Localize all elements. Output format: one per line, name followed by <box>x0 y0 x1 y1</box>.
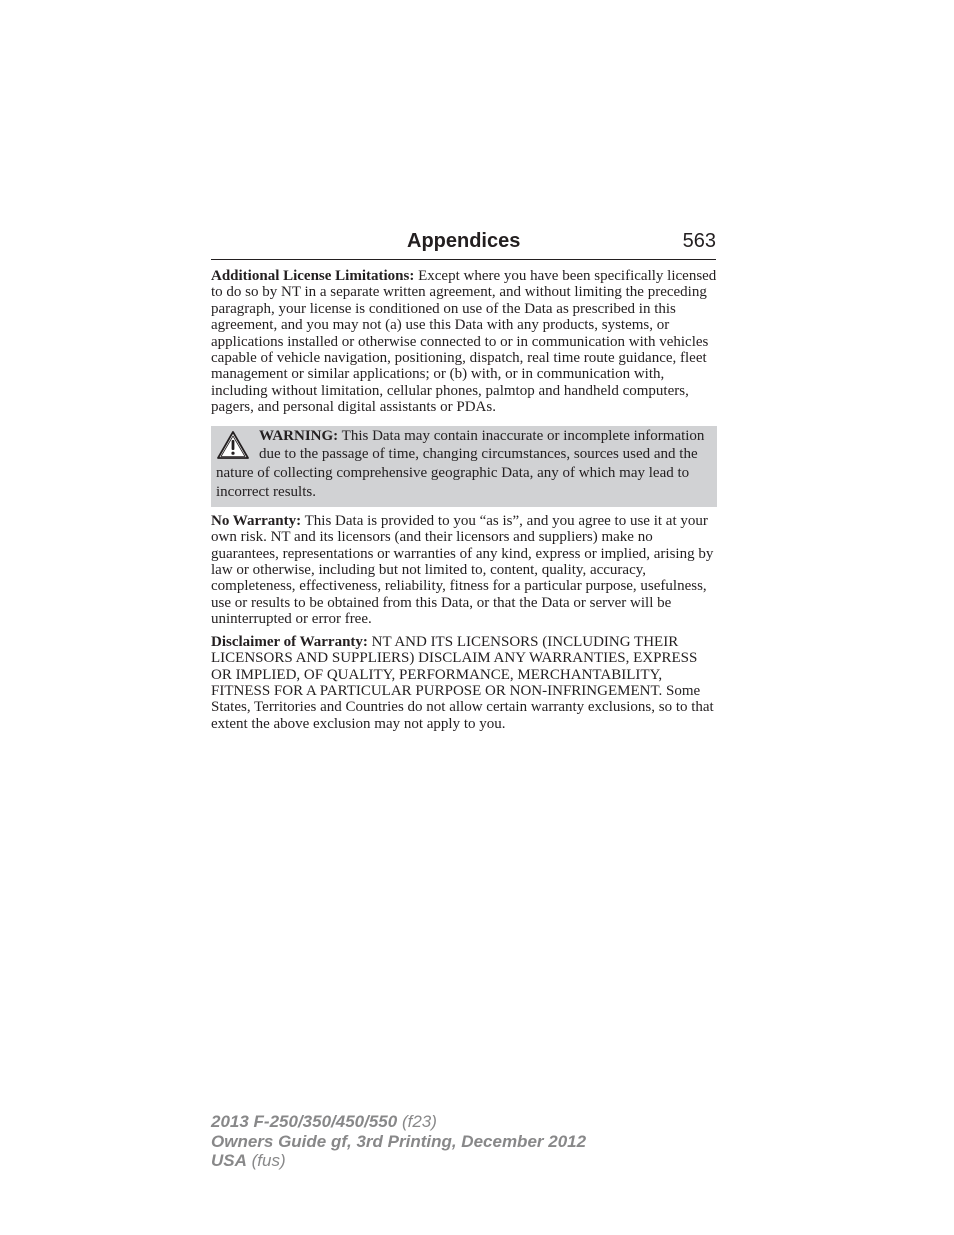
warning-box <box>211 426 717 507</box>
footer-region-code: (fus) <box>246 1151 286 1170</box>
disclaimer-heading: Disclaimer of Warranty: <box>211 633 368 650</box>
page-content <box>211 268 717 738</box>
warning-text: This Data may contain inaccurate or incomplete information due to the passage of time, changing circumstances, sources used and the nature of collecting comprehensive geographic Data, any of which may lead to incorrect results. <box>216 427 705 501</box>
footer-model-code: (f23) <box>397 1112 437 1131</box>
additional-license-heading: Additional License Limitations: <box>211 268 415 284</box>
warning-triangle-icon <box>216 430 250 460</box>
page-title: Appendices <box>407 230 521 252</box>
footer-line-1 <box>211 1112 586 1132</box>
page-header <box>211 229 716 260</box>
additional-license-text: Except where you have been specifically licensed to do so by NT in a separate written agreement, and without limiting the preceding paragraph, your license is conditioned on use of the Data as prescribed in this agreement, and you may not (a) use this Data with any products, systems, or applications installed or otherwise connected to or in communication with vehicles capable of vehicle navigation, positioning, dispatch, real time route guidance, fleet management or similar applications; or (b) with, or in communication with, including without limitation, cellular phones, palmtop and handheld computers, pagers, and personal digital assistants or PDAs. <box>211 268 717 416</box>
additional-license-paragraph <box>211 268 717 416</box>
disclaimer-text: NT AND ITS LICENSORS (INCLUDING THEIR LICENSORS AND SUPPLIERS) DISCLAIM ANY WARRANTIES, EXPRESS OR IMPLIED, OF QUALITY, PERFORMANCE, MERCHANTABILITY, FITNESS FOR A PARTICULAR PURPOSE OR NON-INFRINGEMENT. Some States, Territories and Countries do not allow certain warranty exclusions, so to that extent the above exclusion may not apply to you. <box>211 633 714 732</box>
footer-line-2 <box>211 1132 586 1152</box>
page-number: 563 <box>682 230 716 252</box>
footer-region: USA <box>211 1151 247 1170</box>
footer-guide-info: Owners Guide gf, 3rd Printing, December 2012 <box>211 1131 587 1151</box>
no-warranty-heading: No Warranty: <box>211 512 302 529</box>
footer-line-3 <box>211 1151 586 1171</box>
warning-heading: WARNING: <box>259 427 339 444</box>
no-warranty-paragraph <box>211 513 717 628</box>
page-footer <box>211 1112 586 1171</box>
disclaimer-paragraph <box>211 634 717 732</box>
no-warranty-text: This Data is provided to you “as is”, and you agree to use it at your own risk. NT and its licensors (and their licensors and suppliers) make no guarantees, representations or warranties of any kind, express or implied, arising by law or otherwise, including but not limited to, content, quality, accuracy, completeness, effectiveness, reliability, fitness for a particular purpose, usefulness, use or results to be obtained from this Data, or that the Data or server will be uninterrupted or error free. <box>211 512 714 628</box>
footer-model: 2013 F-250/350/450/550 <box>211 1112 398 1131</box>
